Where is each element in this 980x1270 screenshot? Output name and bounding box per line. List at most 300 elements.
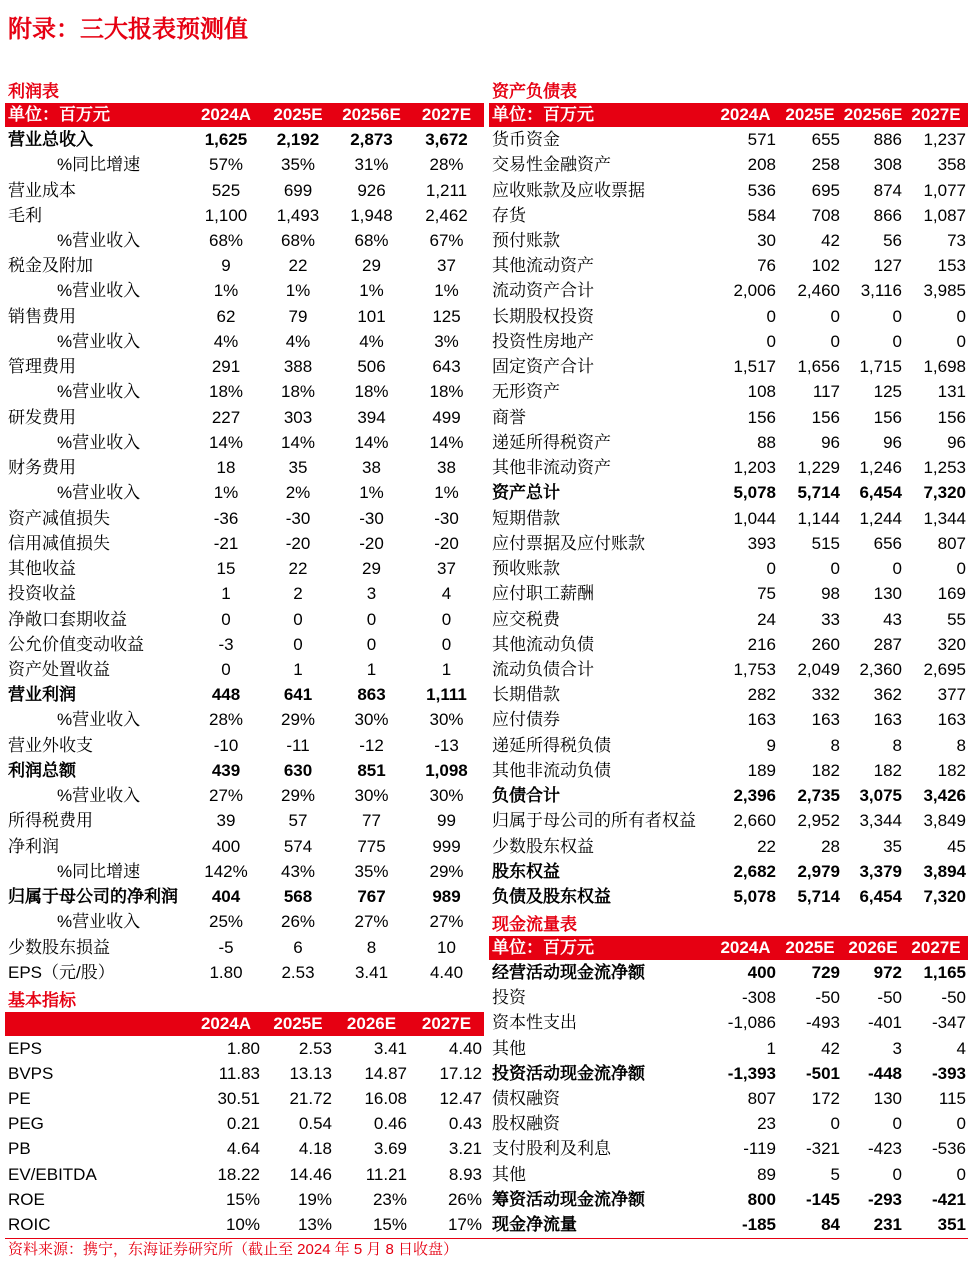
- balance-value: 153: [937, 256, 966, 276]
- income-value: 851: [357, 760, 386, 780]
- metrics-value: 3.21: [448, 1139, 482, 1159]
- balance-row-label: 投资性房地产: [492, 331, 594, 351]
- balance-value: 189: [747, 760, 776, 780]
- balance-row-label: 归属于母公司的所有者权益: [492, 811, 696, 831]
- income-value: 775: [357, 836, 386, 856]
- cashflow-row-label: 其他: [492, 1164, 526, 1184]
- income-row: [5, 859, 484, 884]
- cashflow-value: 130: [873, 1088, 902, 1108]
- cashflow-unit-label: 单位：百万元: [492, 938, 594, 958]
- balance-row: [489, 254, 968, 279]
- balance-row: [489, 859, 968, 884]
- cashflow-value: -50: [877, 988, 902, 1008]
- metrics-value: 21.72: [289, 1088, 332, 1108]
- balance-row-label: 短期借款: [492, 508, 560, 528]
- income-column-header: 2025E: [273, 105, 323, 125]
- income-column-header: 2024A: [200, 105, 252, 125]
- income-value: -11: [286, 735, 310, 755]
- balance-row: [489, 304, 968, 329]
- source-divider: [5, 1238, 968, 1239]
- income-value: 68%: [280, 231, 316, 251]
- metrics-value: 17.12: [439, 1063, 482, 1083]
- cashflow-row-label: 资本性支出: [492, 1013, 577, 1033]
- income-row-label: 净利润: [8, 836, 59, 856]
- income-row: [5, 430, 484, 455]
- metrics-value: 10%: [225, 1215, 260, 1235]
- metrics-row: [5, 1137, 484, 1162]
- balance-row-label: 应收账款及应收票据: [492, 180, 645, 200]
- income-row-label: 毛利: [8, 205, 42, 225]
- balance-value: 182: [937, 760, 966, 780]
- metrics-value: 12.47: [439, 1088, 482, 1108]
- income-value: 0: [293, 634, 303, 654]
- income-row-label: 少数股东损益: [8, 937, 110, 957]
- balance-value: 1,246: [859, 458, 902, 478]
- income-row-label: 资产减值损失: [8, 508, 110, 528]
- income-value: 0: [221, 609, 231, 629]
- income-row: [5, 683, 484, 708]
- balance-row: [489, 127, 968, 152]
- income-row-label: 公允价值变动收益: [8, 634, 144, 654]
- income-row-label: %营业收入: [57, 483, 141, 503]
- income-row: [5, 910, 484, 935]
- balance-value: 55: [947, 609, 966, 629]
- balance-row: [489, 430, 968, 455]
- balance-row: [489, 632, 968, 657]
- balance-row: [489, 784, 968, 809]
- income-value: 18%: [280, 382, 316, 402]
- balance-value: 169: [937, 584, 966, 604]
- income-row-label: %营业收入: [57, 331, 141, 351]
- balance-row: [489, 506, 968, 531]
- balance-value: 2,695: [923, 660, 966, 679]
- cashflow-value: 3: [892, 1038, 902, 1058]
- income-row-label: 销售费用: [8, 306, 76, 326]
- income-value: 18%: [354, 382, 389, 402]
- income-value: 37: [437, 256, 456, 276]
- balance-value: 96: [883, 432, 902, 452]
- metrics-column-header: 2026E: [346, 1013, 397, 1033]
- income-row: [5, 254, 484, 279]
- balance-value: 1,229: [797, 458, 840, 478]
- balance-value: 1,753: [733, 660, 776, 679]
- balance-header-row: [489, 102, 968, 127]
- balance-value: 0: [830, 559, 840, 579]
- income-value: 57: [288, 811, 308, 831]
- balance-row-label: 货币资金: [492, 130, 560, 150]
- metrics-row: [5, 1061, 484, 1086]
- balance-value: 0: [830, 331, 840, 351]
- balance-value: 2,006: [733, 281, 776, 301]
- cashflow-row-label: 债权融资: [492, 1088, 560, 1108]
- metrics-value: 4.64: [226, 1139, 260, 1159]
- balance-value: 1,237: [923, 130, 966, 150]
- metrics-section-title: 基本指标: [8, 990, 76, 1010]
- balance-value: 287: [873, 634, 902, 654]
- balance-row: [489, 380, 968, 405]
- balance-value: 163: [937, 710, 966, 730]
- right-column: [489, 77, 968, 1238]
- balance-value: 24: [757, 609, 776, 629]
- cashflow-value: -321: [805, 1139, 840, 1159]
- cashflow-value: -119: [743, 1139, 776, 1159]
- cashflow-value: 0: [956, 1164, 966, 1184]
- income-value: 10: [437, 937, 456, 957]
- income-value: 1,211: [425, 180, 468, 200]
- income-value: 3,672: [425, 130, 468, 150]
- metrics-value: 19%: [297, 1189, 332, 1209]
- income-value: 28%: [429, 155, 464, 175]
- metrics-value: 0.54: [298, 1114, 332, 1134]
- balance-row: [489, 153, 968, 178]
- cashflow-row-label: 现金净流量: [492, 1215, 577, 1235]
- income-value: 699: [283, 180, 313, 200]
- balance-value: 163: [811, 710, 840, 730]
- balance-row: [489, 733, 968, 758]
- balance-value: 807: [937, 533, 966, 553]
- metrics-value: 17%: [447, 1215, 482, 1235]
- balance-value: 515: [811, 533, 840, 553]
- balance-value: 258: [811, 155, 840, 175]
- income-row-label: 研发费用: [8, 407, 76, 427]
- income-value: 8: [366, 937, 377, 957]
- balance-value: 0: [956, 306, 966, 326]
- income-value: 22: [288, 559, 308, 579]
- metrics-value: 23%: [372, 1189, 407, 1209]
- metrics-value: 16.08: [364, 1088, 407, 1108]
- balance-value: 73: [947, 231, 966, 251]
- balance-value: 125: [873, 382, 902, 402]
- cashflow-value: -421: [931, 1189, 966, 1209]
- cashflow-value: 351: [937, 1215, 966, 1235]
- metrics-value: 0.46: [373, 1114, 407, 1134]
- balance-value: 584: [747, 205, 776, 225]
- metrics-row-label: EPS: [8, 1038, 43, 1058]
- balance-value: 0: [830, 306, 840, 326]
- metrics-row-label: ROIC: [8, 1215, 51, 1235]
- balance-value: 308: [873, 155, 902, 175]
- balance-value: 5,078: [733, 483, 776, 503]
- cashflow-row: [489, 1213, 968, 1238]
- income-value: 27%: [354, 912, 389, 932]
- balance-row-label: 预付账款: [492, 231, 560, 251]
- income-row: [5, 960, 484, 985]
- balance-value: 1,344: [923, 508, 966, 528]
- metrics-value: 4.18: [298, 1139, 332, 1159]
- income-value: 1%: [434, 281, 459, 301]
- income-value: -10: [213, 735, 239, 755]
- income-value: 35%: [354, 861, 389, 881]
- cashflow-value: -536: [931, 1139, 966, 1159]
- cashflow-row: [489, 1061, 968, 1086]
- balance-value: 182: [811, 760, 840, 780]
- income-value: -5: [218, 937, 234, 957]
- balance-value: 866: [873, 205, 902, 225]
- income-row: [5, 885, 484, 910]
- income-row: [5, 127, 484, 152]
- income-value: 29%: [280, 710, 316, 730]
- cashflow-row-label: 其他: [492, 1038, 526, 1058]
- balance-value: 130: [873, 584, 902, 604]
- balance-row-label: 应交税费: [492, 609, 560, 629]
- cash-flow-table: [489, 910, 968, 1238]
- cashflow-row-label: 经营活动现金流净额: [492, 962, 645, 982]
- income-value: 0: [293, 609, 303, 629]
- income-row-label: 营业成本: [8, 180, 76, 200]
- income-value: -20: [434, 533, 459, 553]
- cashflow-value: 972: [873, 962, 902, 982]
- cashflow-value: -347: [931, 1013, 966, 1033]
- balance-row: [489, 481, 968, 506]
- cashflow-value: 115: [938, 1088, 966, 1108]
- balance-value: 536: [747, 180, 776, 200]
- cashflow-row: [489, 1162, 968, 1187]
- cashflow-row: [489, 1187, 968, 1212]
- balance-row-label: 无形资产: [492, 382, 560, 402]
- cashflow-row-label: 股权融资: [492, 1114, 560, 1134]
- cashflow-row: [489, 1086, 968, 1111]
- income-row: [5, 380, 484, 405]
- income-unit-label: 单位：百万元: [8, 105, 110, 125]
- balance-row: [489, 203, 968, 228]
- balance-value: 3,849: [923, 811, 966, 831]
- income-value: 4%: [359, 331, 384, 351]
- income-value: 439: [211, 760, 241, 780]
- income-value: 0: [441, 634, 452, 654]
- income-value: 79: [288, 306, 308, 326]
- balance-value: 5,714: [797, 887, 840, 907]
- balance-value: 2,952: [797, 811, 840, 831]
- income-value: 30%: [354, 786, 389, 806]
- cashflow-value: -50: [941, 988, 966, 1008]
- income-value: 643: [432, 357, 461, 377]
- cashflow-row: [489, 960, 968, 985]
- cashflow-header-row: [489, 935, 968, 960]
- balance-row-label: 其他流动负债: [492, 634, 594, 654]
- balance-row-label: 应付职工薪酬: [492, 584, 594, 604]
- income-row: [5, 153, 484, 178]
- income-value: 999: [432, 836, 461, 856]
- balance-value: 5,714: [797, 483, 840, 503]
- income-value: 448: [211, 685, 241, 705]
- income-value: 394: [357, 407, 386, 427]
- balance-unit-label: 单位：百万元: [492, 105, 594, 125]
- income-value: 1,493: [276, 205, 320, 225]
- balance-value: 8: [956, 735, 966, 755]
- cashflow-value: 84: [821, 1215, 840, 1235]
- income-value: 1%: [213, 483, 239, 503]
- cashflow-value: 0: [892, 1114, 902, 1134]
- income-value: 574: [283, 836, 313, 856]
- income-value: 767: [357, 887, 386, 907]
- income-row-label: %营业收入: [57, 786, 141, 806]
- income-row: [5, 405, 484, 430]
- balance-value: 131: [937, 382, 966, 402]
- balance-row-label: 预收账款: [492, 559, 560, 579]
- income-value: 37: [437, 559, 456, 579]
- balance-value: 3,075: [859, 786, 902, 806]
- income-row-label: %营业收入: [57, 912, 141, 932]
- balance-value: 362: [873, 685, 902, 705]
- balance-value: 7,320: [923, 887, 966, 907]
- income-value: 1,625: [204, 130, 248, 150]
- balance-value: 56: [883, 231, 902, 251]
- income-column-header: 2027E: [421, 105, 472, 125]
- metrics-row-label: PE: [8, 1088, 31, 1108]
- income-value: 1%: [285, 281, 311, 301]
- cashflow-row: [489, 1137, 968, 1162]
- balance-value: 320: [937, 634, 966, 654]
- income-value: 14%: [280, 432, 316, 452]
- balance-row-label: 其他流动资产: [492, 256, 594, 276]
- balance-value: 42: [821, 231, 840, 251]
- income-row: [5, 178, 484, 203]
- balance-row: [489, 531, 968, 556]
- balance-row: [489, 708, 968, 733]
- income-value: 142%: [204, 861, 248, 881]
- income-value: 25%: [208, 912, 244, 932]
- balance-value: 3,894: [923, 861, 966, 881]
- income-value: 303: [283, 407, 313, 427]
- income-value: 388: [283, 357, 313, 377]
- balance-value: 1,656: [797, 357, 840, 377]
- income-value: 3: [366, 584, 377, 604]
- income-value: 38: [437, 458, 456, 478]
- balance-value: 2,735: [797, 786, 840, 806]
- income-value: -20: [359, 533, 384, 553]
- balance-row: [489, 683, 968, 708]
- income-value: 9: [221, 256, 231, 276]
- balance-row-label: 股东权益: [492, 861, 560, 881]
- income-value: -13: [434, 735, 459, 755]
- cashflow-value: 807: [747, 1088, 776, 1108]
- income-row: [5, 733, 484, 758]
- balance-value: 0: [766, 559, 776, 579]
- metrics-row: [5, 1162, 484, 1187]
- balance-value: 117: [812, 382, 840, 402]
- balance-value: 45: [947, 836, 966, 856]
- balance-value: 656: [873, 533, 902, 553]
- income-value: 99: [437, 811, 456, 831]
- income-row-label: 信用减值损失: [8, 533, 110, 553]
- income-value: 38: [362, 458, 381, 478]
- balance-value: 2,049: [797, 660, 840, 679]
- income-row: [5, 935, 484, 960]
- income-value: 125: [432, 306, 461, 326]
- cashflow-section-title: 现金流量表: [492, 914, 577, 934]
- income-value: 1.80: [209, 962, 243, 982]
- metrics-value: 30.51: [217, 1088, 260, 1108]
- income-value: 4%: [285, 331, 311, 351]
- metrics-value: 18.22: [217, 1164, 260, 1184]
- income-row-label: 净敞口套期收益: [8, 609, 127, 629]
- income-value: 62: [216, 306, 236, 326]
- income-value: 2,192: [276, 130, 320, 150]
- income-row-label: 财务费用: [8, 458, 76, 478]
- income-value: 2,462: [425, 205, 468, 225]
- balance-row-label: 应付票据及应付账款: [492, 533, 645, 553]
- balance-value: 156: [747, 407, 776, 427]
- income-row-label: EPS（元/股）: [8, 962, 115, 982]
- balance-section-title: 资产负债表: [492, 82, 577, 102]
- balance-value: 182: [873, 760, 902, 780]
- income-row-label: %营业收入: [57, 382, 141, 402]
- balance-value: 156: [873, 407, 902, 427]
- income-value: 27%: [208, 786, 244, 806]
- income-value: 641: [283, 685, 313, 705]
- balance-value: 0: [892, 559, 902, 579]
- balance-value: 1,144: [797, 508, 840, 528]
- income-value: 29: [362, 256, 381, 276]
- income-value: 989: [432, 887, 461, 907]
- balance-value: 163: [873, 710, 902, 730]
- income-value: 31%: [354, 155, 389, 175]
- income-row-label: 利润总额: [8, 760, 76, 780]
- metrics-value: 15%: [372, 1215, 407, 1235]
- balance-value: 8: [830, 735, 840, 755]
- balance-row-label: 长期股权投资: [492, 306, 594, 326]
- income-row: [5, 556, 484, 581]
- income-value: 28%: [208, 710, 244, 730]
- balance-row-label: 负债合计: [492, 786, 560, 806]
- cashflow-value: -185: [741, 1215, 776, 1235]
- balance-value: 332: [811, 685, 840, 705]
- balance-row-label: 其他非流动资产: [492, 458, 611, 478]
- income-value: 506: [357, 357, 386, 377]
- balance-row: [489, 834, 968, 859]
- balance-value: 1,044: [733, 508, 776, 528]
- metrics-column-header: 2024A: [200, 1013, 252, 1033]
- metrics-column-header: 2027E: [421, 1013, 472, 1033]
- balance-value: 2,360: [859, 660, 902, 679]
- income-value: 35%: [280, 155, 316, 175]
- cashflow-row: [489, 1011, 968, 1036]
- income-row-label: 税金及附加: [8, 256, 93, 276]
- income-value: 101: [357, 306, 386, 326]
- cashflow-value: 89: [757, 1164, 776, 1184]
- balance-value: 1,087: [923, 205, 966, 225]
- cashflow-row: [489, 985, 968, 1010]
- cashflow-value: 5: [830, 1164, 840, 1184]
- balance-value: 260: [811, 634, 840, 654]
- income-row-label: 其他收益: [8, 559, 76, 579]
- cashflow-column-header: 2024A: [720, 938, 771, 958]
- income-row: [5, 456, 484, 481]
- income-statement-table: [5, 77, 484, 985]
- balance-column-header: 20256E: [843, 105, 903, 125]
- income-value: -21: [213, 533, 239, 553]
- balance-value: 216: [747, 634, 776, 654]
- left-column: [5, 77, 484, 1238]
- income-value: 57%: [208, 155, 244, 175]
- balance-value: 2,682: [733, 861, 776, 881]
- income-row-label: 所得税费用: [8, 811, 93, 831]
- metrics-value: 11.83: [218, 1063, 260, 1083]
- balance-value: 2,979: [797, 861, 840, 881]
- income-value: 1: [293, 660, 303, 679]
- income-header-row: [5, 102, 484, 127]
- income-value: -20: [285, 533, 311, 553]
- income-value: 3.41: [354, 962, 389, 982]
- income-row: [5, 708, 484, 733]
- cashflow-value: 4: [956, 1038, 966, 1058]
- income-row-label: %同比增速: [57, 155, 141, 175]
- income-row-label: 资产处置收益: [8, 660, 110, 679]
- income-value: 6: [293, 937, 303, 957]
- balance-row: [489, 582, 968, 607]
- income-value: 1: [366, 660, 377, 679]
- metrics-row-label: BVPS: [8, 1063, 54, 1083]
